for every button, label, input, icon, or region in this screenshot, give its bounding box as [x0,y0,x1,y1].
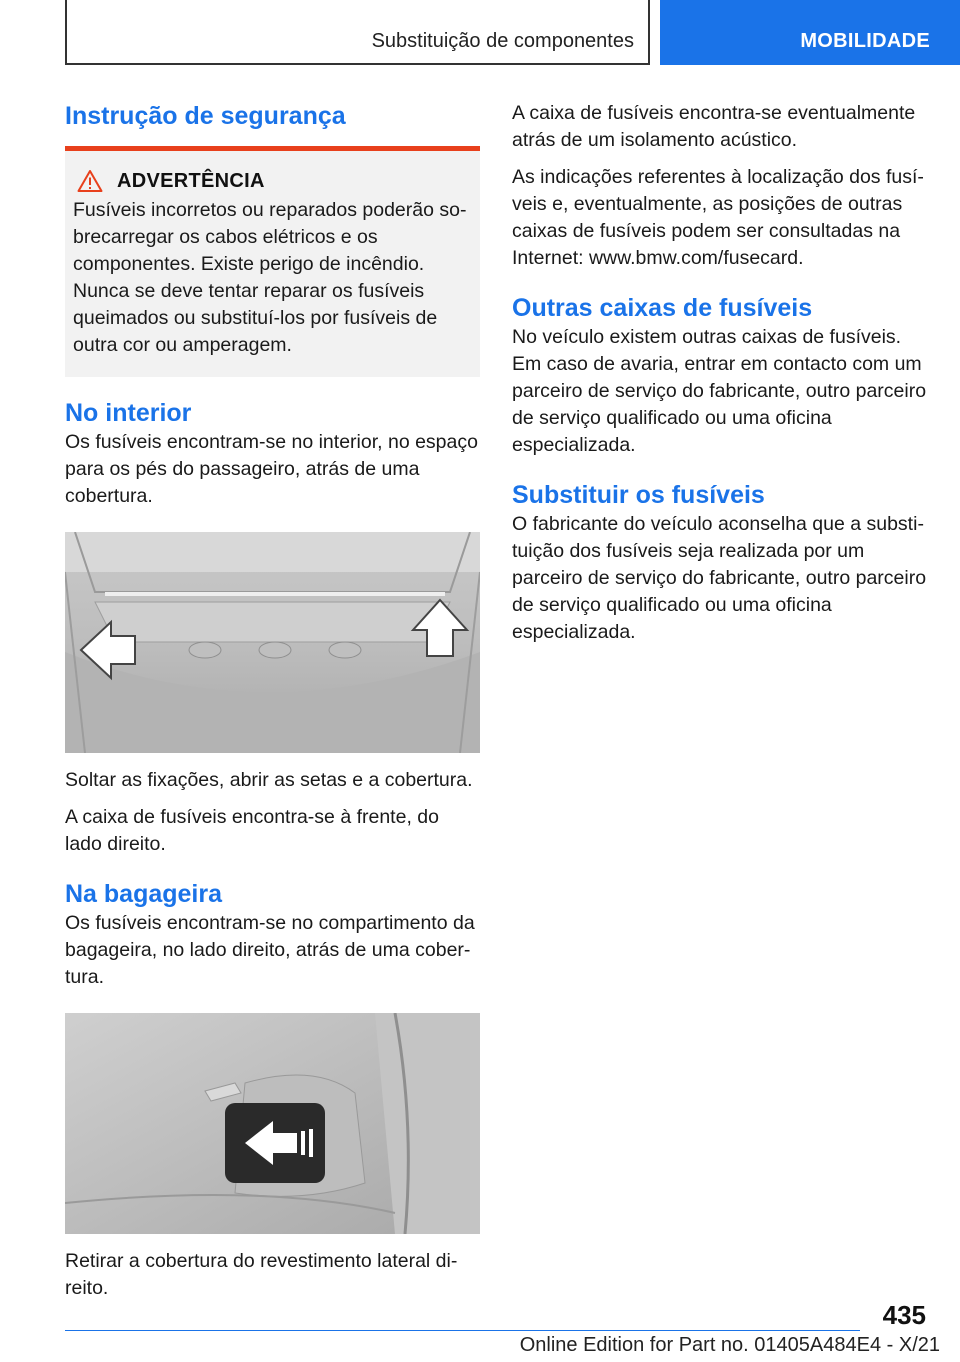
right-column [512,100,927,646]
luggage-fuse-cover-image [65,1013,480,1234]
warning-box [65,151,480,377]
luggage-caption: Retirar a cobertura do revestimento lateral direito. [65,1250,458,1299]
fusecard-text: As indicações referentes à localização dos fusíveis e, eventualmente, as posições de outras caixas de fusíveis podem ser consultadas na Internet: www.bmw.com/fusecard. [512,166,924,269]
footer-divider [65,1330,860,1331]
page-number: 435 [882,1300,926,1330]
replace-fuses-title: Substituir os fusíveis [512,481,765,509]
warning-title: ADVERTÊNCIA [117,169,265,192]
interior-title: No interior [65,399,192,427]
acoustic-insulation-text: A caixa de fusíveis encontra-se eventualmente atrás de um isolamento acústico. [512,102,916,151]
interior-location-text: A caixa de fusíveis encontra-se à frente, do lado direito. [65,806,439,855]
section-tab-label: MOBILIDADE [800,30,930,52]
luggage-title: Na bagageira [65,880,223,908]
warning-text: Fusíveis incorretos ou reparados poderão sobrecarregar os cabos elétricos e os componentes. Existe perigo de incêndio. Nunca se deve tentar reparar os fusíveis queimados ou substituí-los por fusíveis de outra cor ou amperagem. [73,199,467,356]
luggage-text: Os fusíveis encontram-se no compartimento da bagageira, no lado direito, atrás de uma cobertura. [65,912,475,988]
edition-footer: Online Edition for Part no. 01405A484E4 - X/21 [519,1334,940,1356]
warning-header [77,169,472,193]
section-tab[interactable] [660,0,960,65]
left-column [65,100,480,1302]
chapter-header [65,0,650,65]
safety-instructions-title: Instrução de segurança [65,102,346,130]
other-fuse-boxes-title: Outras caixas de fusíveis [512,294,813,322]
replace-fuses-text: O fabricante do veículo aconselha que a substituição dos fusíveis seja realizada por um parceiro de serviço do fabricante, outro parceiro de serviço qualificado ou uma oficina especializada. [512,513,927,643]
chapter-title: Substituição de componentes [371,30,634,52]
warning-triangle-icon [77,169,103,193]
interior-text: Os fusíveis encontram-se no interior, no espaço para os pés do passageiro, atrás de uma cobertura. [65,431,478,507]
interior-fuse-cover-image [65,532,480,753]
other-fuse-boxes-text: No veículo existem outras caixas de fusíveis. Em caso de avaria, entrar em contacto com um parceiro de serviço do fabricante, outro parceiro de serviço qualificado ou uma oficina especializada. [512,326,927,456]
interior-caption: Soltar as fixações, abrir as setas e a cobertura. [65,769,473,791]
